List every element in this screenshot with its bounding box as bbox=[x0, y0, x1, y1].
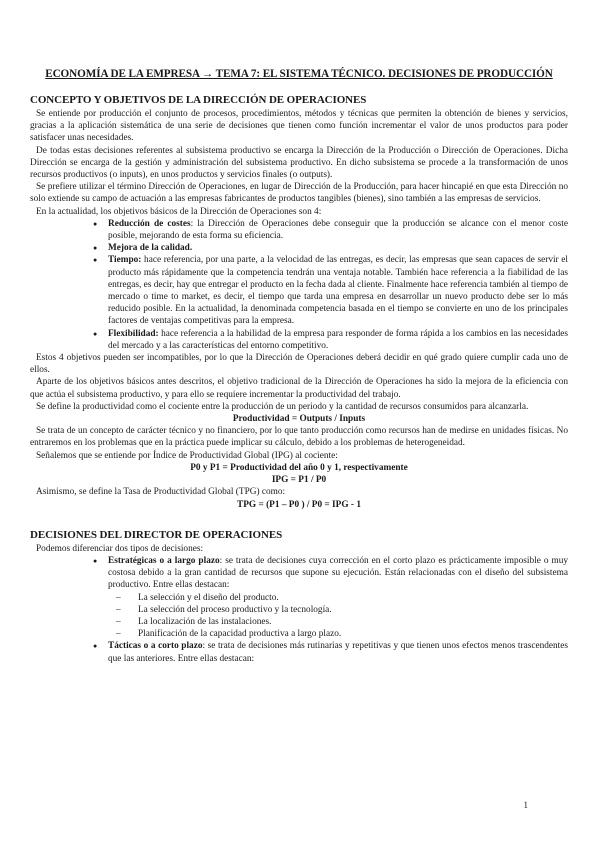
paragraph: Asimismo, se define la Tasa de Productividad Global (TPG) como: bbox=[36, 487, 286, 498]
sublist-item: – Planificación de la capacidad productiva a largo plazo. bbox=[138, 628, 568, 640]
document-title: ECONOMÍA DE LA EMPRESA → TEMA 7: EL SISTEMA TÉCNICO. DECISIONES DE PRODUCCIÓN bbox=[45, 68, 553, 80]
list-item-lead: Tácticas o a corto plazo bbox=[108, 641, 203, 652]
paragraph: Aparte de los objetivos básicos antes descritos, el objetivo tradicional de la Dirección de Operaciones ha sido la mejora de la eficiencia con que actúa el subsistema productivo, y para ello se requiere incrementar la productividad del trabajo. bbox=[30, 377, 568, 400]
list-item bbox=[108, 254, 568, 327]
formula-definition: P0 y P1 = Productividad del año 0 y 1, respectivamente bbox=[190, 462, 408, 473]
strategic-decisions-sublist bbox=[108, 592, 568, 641]
list-item-text: : se trata de decisiones cuya corrección en el corto plazo es prácticamente imposible o muy costosa debido a la gran cantidad de recursos que supone su ejecución. Están relacionadas con el diseño del subsistema productivo. Entre ellas destacan: bbox=[108, 555, 568, 591]
section-heading-decisiones: DECISIONES DEL DIRECTOR DE OPERACIONES bbox=[30, 528, 283, 541]
list-item-text: hace referencia a la habilidad de la empresa para responder de forma rápida a los cambios en las necesidades del mercado y a las características del entorno competitivo. bbox=[108, 328, 568, 351]
list-item-lead: Reducción de costes bbox=[108, 218, 191, 229]
sublist-item: – La selección y el diseño del producto. bbox=[138, 592, 568, 604]
paragraph: Se entiende por producción el conjunto de procesos, procedimientos, métodos y técnicas que permiten la obtención de bienes y servicios, gracias a la aplicación sistemática de una serie de decisiones que tienen como función incrementar el valor de unos productos para poder satisfacer unas necesidades. bbox=[30, 109, 568, 144]
paragraph: Podemos diferenciar dos tipos de decisiones: bbox=[36, 543, 204, 554]
list-item-lead: Tiempo: bbox=[108, 255, 142, 266]
formula-ipg: IPG = P1 / P0 bbox=[271, 475, 327, 486]
sublist-item: – La selección del proceso productivo y la tecnología. bbox=[138, 604, 568, 616]
section-heading-concepto: CONCEPTO Y OBJETIVOS DE LA DIRECCIÓN DE OPERACIONES bbox=[30, 94, 367, 106]
list-item bbox=[108, 242, 568, 254]
list-item-text: : se trata de decisiones más rutinarias y repetitivas y que tienen unos efectos menos trascendentes que las anteriores. Entre ellas destacan: bbox=[108, 641, 568, 664]
paragraph: De todas estas decisiones referentes al subsistema productivo se encarga la Dirección de la Producción o Dirección de Operaciones. Dicha Dirección se encarga de la gestión y administración del subsistema productivo. En dicho subsistema se procede a la transformación de unos recursos productivos (o inputs), en unos productos y servicios finales (o outputs). bbox=[30, 145, 568, 181]
list-item-lead: Mejora de la calidad. bbox=[108, 243, 193, 254]
objectives-list bbox=[30, 218, 568, 352]
paragraph: Señalemos que se entiende por Índice de Productividad Global (IPG) al cociente: bbox=[36, 450, 338, 461]
list-item-lead: Flexibilidad: bbox=[108, 328, 159, 339]
list-item bbox=[108, 328, 568, 352]
decision-types-list bbox=[30, 555, 568, 665]
sublist-item: – La localización de las instalaciones. bbox=[138, 616, 568, 628]
list-item-lead: Estratégicas o a largo plazo bbox=[108, 555, 220, 566]
paragraph: Se trata de un concepto de carácter técnico y no financiero, por lo que tanto producción como recursos han de medirse en unidades físicas. No entraremos en los problemas que en la práctica puede implicar su cálculo, debido a los problemas de heterogeneidad. bbox=[30, 426, 568, 449]
paragraph: Se prefiere utilizar el término Dirección de Operaciones, en lugar de Dirección de la Producción, para hacer hincapié en que esta Dirección no solo extiende su campo de actuación a las empresas fabricantes de productos tangibles (bienes), sino también a las empresas de servicios. bbox=[30, 182, 568, 205]
list-item bbox=[108, 218, 568, 242]
document-page bbox=[30, 64, 568, 665]
paragraph: Estos 4 objetivos pueden ser incompatibles, por lo que la Dirección de Operaciones deberá decidir en qué grado quiere cumplir cada uno de ellos. bbox=[30, 353, 568, 376]
list-item bbox=[108, 555, 568, 640]
page-number: 1 bbox=[523, 800, 528, 810]
paragraph: En la actualidad, los objetivos básicos de la Dirección de Operaciones son 4: bbox=[36, 206, 322, 217]
list-item-text: : la Dirección de Operaciones debe conseguir que la producción se alcance con el menor coste posible, mejorando de esta forma su eficiencia. bbox=[108, 218, 568, 242]
formula-productividad: Productividad = Outputs / Inputs bbox=[232, 414, 366, 425]
list-item-text: hace referencia, por una parte, a la velocidad de las entregas, es decir, las empresas que sean capaces de servir el producto más rápidamente que la competencia tendrán una ventaja notable. También hace referencia a la fiabilidad de las entregas, es decir, hay que entregar el producto en la fecha dada al cliente. Finalmente hace referencia también al tiempo de mercado o time to market, es decir, el tiempo que tarda una empresa en desarrollar un nuevo producto debe ser lo más reducido posible. En la actualidad, la denominada competencia basada en el tiempo se convierte en uno de los principales factores de ventajas competitivas para la empresa. bbox=[108, 255, 568, 327]
list-item bbox=[108, 640, 568, 664]
paragraph: Se define la productividad como el cociente entre la producción de un periodo y la cantidad de recursos consumidos para alcanzarla. bbox=[36, 401, 529, 412]
formula-tpg: TPG = (P1 – P0 ) / P0 = IPG - 1 bbox=[237, 499, 361, 510]
